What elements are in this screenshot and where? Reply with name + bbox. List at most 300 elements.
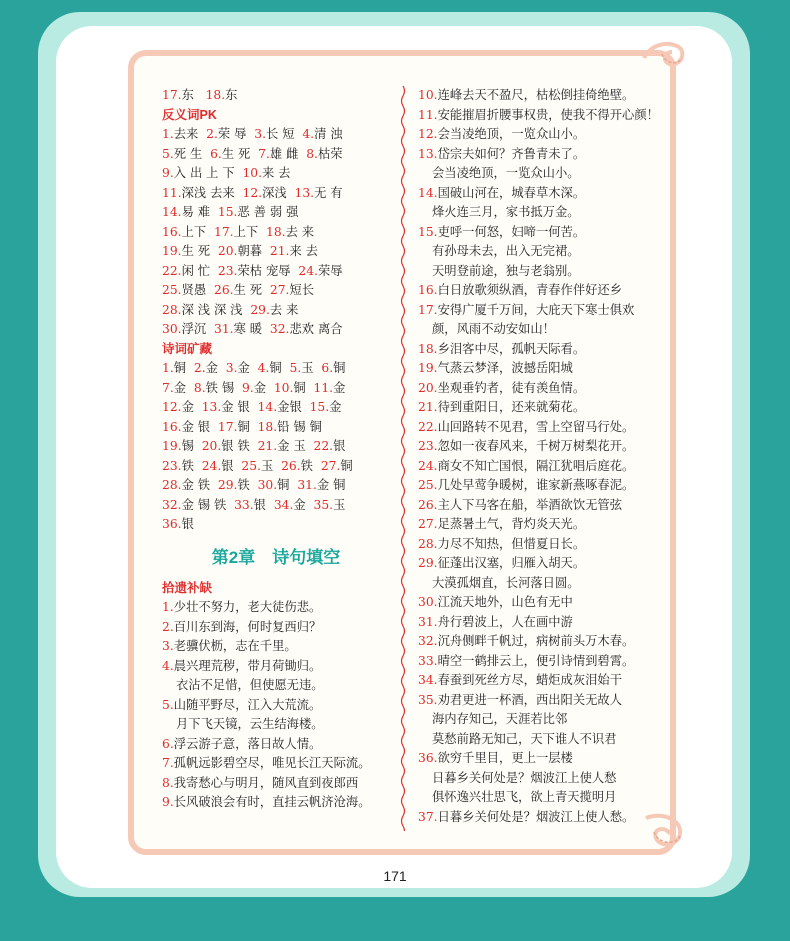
item-answer: 深 浅 深 浅 — [181, 302, 243, 317]
section-title-antonyms: 反义词PK — [162, 107, 217, 122]
verse-text: 连峰去天不盈尺，枯松倒挂倚绝壁。 — [437, 88, 635, 102]
verse-line — [162, 715, 390, 735]
item-answer: 荣枯 宠辱 — [237, 263, 291, 278]
verse-text: 舟行碧波上，人在画中游 — [437, 614, 573, 629]
item-number: 11. — [162, 185, 182, 200]
item-number: 5. — [162, 146, 174, 161]
mineral-row — [162, 476, 390, 496]
item-number: 36. — [418, 751, 438, 765]
item-answer: 金 — [293, 497, 306, 512]
item-number: 34. — [273, 497, 294, 512]
verse-line — [418, 788, 653, 808]
item-number: 21. — [269, 244, 290, 258]
item-answer: 银 — [221, 458, 234, 473]
verse-line — [418, 320, 653, 340]
mineral-row — [162, 379, 390, 399]
left-column — [162, 86, 390, 813]
right-column — [418, 86, 659, 827]
item-number: 8. — [162, 775, 174, 790]
antonym-row — [162, 320, 390, 340]
item-answer: 金 — [205, 361, 218, 375]
answer-line-17-18: 17.东 18.东 — [162, 88, 238, 102]
mineral-row — [162, 496, 390, 516]
verse-text: 衣沾不足惜，但使愿无违。 — [176, 678, 324, 692]
item-number: 20. — [418, 380, 438, 395]
verse-text: 长风破浪会有时，直挂云帆济沧海。 — [173, 795, 371, 809]
item-number: 3. — [254, 127, 266, 141]
item-number: 15. — [418, 224, 438, 239]
verse-line — [162, 598, 390, 618]
item-number: 5. — [162, 697, 174, 712]
item-number: 23. — [217, 263, 238, 278]
item-number: 11. — [313, 380, 334, 395]
item-number: 18. — [266, 224, 286, 239]
item-answer: 金 银 — [221, 400, 250, 414]
antonym-row — [162, 145, 390, 165]
verse-line — [418, 574, 653, 594]
verse-text: 日暮乡关何处是？烟波江上使人愁 — [432, 770, 617, 785]
verse-line — [418, 769, 653, 789]
item-answer: 清 浊 — [314, 127, 343, 141]
item-answer: 银 — [181, 517, 194, 531]
scroll-curl-top-right-icon — [640, 36, 688, 84]
item-number: 24. — [418, 458, 438, 473]
item-number: 14. — [418, 185, 438, 200]
item-answer: 金 玉 — [277, 439, 306, 453]
item-answer: 去来 — [173, 127, 199, 141]
item-number: 31. — [418, 614, 438, 629]
item-answer: 铁 — [237, 478, 250, 492]
item-number: 26. — [214, 283, 234, 297]
item-number: 4. — [257, 361, 270, 375]
item-number: 17. — [214, 224, 234, 239]
item-answer: 闲 忙 — [181, 263, 211, 278]
mineral-row — [162, 515, 390, 535]
verse-line — [162, 793, 390, 813]
item-answer: 朝暮 — [237, 244, 263, 258]
verse-line — [418, 262, 653, 282]
item-answer: 铜 — [333, 361, 346, 375]
antonym-row — [162, 301, 390, 321]
antonym-row — [162, 125, 390, 145]
item-number: 20. — [217, 244, 238, 258]
verse-line — [418, 515, 653, 535]
verse-line — [162, 735, 390, 755]
verse-line — [418, 281, 653, 301]
verse-line — [418, 730, 653, 750]
item-number: 9. — [162, 166, 174, 180]
item-number: 25. — [162, 283, 182, 297]
verse-line — [418, 496, 653, 516]
item-number: 22. — [162, 263, 182, 278]
item-number: 23. — [418, 439, 438, 453]
verse-text: 老骥伏枥，志在千里。 — [173, 639, 297, 653]
item-answer: 来 去 — [262, 166, 291, 180]
verse-text: 足蒸暑土气，背灼炎天光。 — [437, 517, 586, 531]
verse-text: 颜，风雨不动安如山！ — [432, 322, 555, 336]
item-answer: 玉 — [301, 361, 314, 375]
item-number: 31. — [297, 478, 317, 492]
verse-text: 春蚕到死丝方尽，蜡炬成灰泪始干 — [437, 673, 623, 687]
verse-line — [162, 774, 390, 794]
item-number: 22. — [418, 419, 438, 434]
item-number: 28. — [162, 478, 182, 492]
antonym-list — [162, 125, 390, 340]
verse-line — [418, 145, 653, 165]
verse-text: 商女不知亡国恨，隔江犹唱后庭花。 — [437, 458, 635, 473]
item-number: 2. — [206, 127, 218, 141]
item-number: 29. — [418, 556, 438, 570]
item-number: 35. — [418, 692, 438, 707]
verse-text: 山随平野尽，江入大荒流。 — [173, 697, 322, 712]
item-number: 24. — [201, 458, 222, 473]
item-number: 32. — [162, 497, 182, 512]
verse-line — [418, 437, 653, 457]
item-number: 6. — [210, 146, 222, 161]
item-number: 29. — [250, 302, 270, 317]
verse-line — [162, 676, 390, 696]
verse-text: 晴空一鹤排云上，便引诗情到碧霄。 — [437, 653, 635, 668]
item-number: 15. — [217, 205, 238, 219]
item-answer: 长 短 — [265, 127, 295, 141]
verse-line — [418, 710, 653, 730]
item-answer: 玉 — [260, 458, 274, 473]
item-number: 18. — [418, 341, 438, 356]
verse-text: 俱怀逸兴壮思飞，欲上青天揽明月 — [432, 790, 617, 804]
verse-line — [418, 359, 653, 379]
section-title-minerals: 诗词矿藏 — [162, 341, 213, 356]
verse-line — [418, 164, 653, 184]
item-number: 20. — [201, 439, 222, 453]
verse-text: 忽如一夜春风来，千树万树梨花开。 — [437, 439, 635, 453]
antonym-row — [162, 203, 390, 223]
item-number: 10. — [242, 166, 263, 180]
verse-line — [418, 86, 653, 106]
verse-text: 海内存知己，天涯若比邻 — [432, 712, 568, 726]
item-answer: 金 锡 铁 — [181, 497, 227, 512]
item-number: 36. — [162, 517, 182, 531]
item-number: 27. — [320, 458, 341, 473]
verse-text: 会当凌绝顶，一览众山小。 — [437, 127, 586, 141]
verse-line — [418, 184, 653, 204]
verse-line — [162, 637, 390, 657]
verse-line — [418, 476, 653, 496]
item-answer: 银 — [253, 497, 266, 512]
verse-text: 吏呼一何怒，妇啼一何苦。 — [437, 224, 586, 239]
item-answer: 枯荣 — [317, 146, 343, 161]
column-divider-wave — [400, 86, 406, 831]
item-number: 19. — [418, 361, 438, 375]
item-answer: 雄 雌 — [269, 146, 299, 161]
item-number: 6. — [321, 361, 334, 375]
item-number: 7. — [162, 380, 174, 395]
item-number: 17. — [418, 302, 438, 317]
item-number: 16. — [162, 224, 182, 239]
item-number: 35. — [313, 497, 334, 512]
chapter-title: 第2章 诗句填空 — [211, 547, 341, 567]
verse-text: 劝君更进一杯酒，西出阳关无故人 — [437, 692, 623, 707]
verse-text: 莫愁前路无知己，天下谁人不识君 — [432, 731, 617, 746]
verse-line — [418, 242, 653, 262]
item-answer: 上下 — [181, 224, 207, 239]
item-number: 25. — [241, 458, 261, 473]
item-answer: 深浅 去来 — [181, 185, 235, 200]
item-number: 28. — [418, 536, 438, 551]
item-answer: 铜 — [269, 361, 282, 375]
item-number: 27. — [269, 283, 290, 297]
verse-line — [418, 203, 653, 223]
verse-text: 主人下马客在船，举酒欲饮无管弦 — [437, 497, 623, 512]
item-answer: 铁 — [181, 458, 194, 473]
item-number: 9. — [162, 795, 174, 809]
verse-text: 力尽不知热，但惜夏日长。 — [437, 536, 586, 551]
item-number: 30. — [418, 595, 438, 609]
item-number: 10. — [418, 88, 438, 102]
verse-line — [418, 301, 653, 321]
verse-text: 白日放歌须纵酒，青春作伴好还乡 — [437, 283, 623, 297]
item-answer: 生 死 — [233, 283, 263, 297]
item-number: 21. — [257, 439, 278, 453]
item-number: 3. — [225, 361, 238, 375]
mineral-row — [162, 418, 390, 438]
item-number: 4. — [162, 658, 174, 673]
verse-text: 气蒸云梦泽，波撼岳阳城 — [437, 361, 573, 375]
item-number: 19. — [162, 244, 182, 258]
verse-line — [162, 618, 390, 638]
item-answer: 铜 — [340, 458, 353, 473]
verse-text: 欲穷千里目，更上一层楼 — [437, 751, 573, 765]
item-answer: 铅 锡 铜 — [277, 419, 322, 434]
item-number: 33. — [234, 497, 254, 512]
item-answer: 来 去 — [289, 244, 318, 258]
item-number: 15. — [309, 400, 330, 414]
page-number: 171 — [383, 868, 407, 884]
item-number: 6. — [162, 736, 174, 751]
item-answer: 去 来 — [269, 302, 299, 317]
verse-line — [418, 613, 653, 633]
verse-line — [418, 379, 653, 399]
item-number: 30. — [162, 322, 182, 336]
item-answer: 死 生 — [173, 146, 203, 161]
verse-text: 有孙母未去，出入无完裙。 — [432, 244, 580, 258]
item-answer: 铜 — [237, 419, 250, 434]
verse-line — [418, 671, 653, 691]
mineral-row — [162, 437, 390, 457]
item-number: 26. — [281, 458, 301, 473]
item-answer: 恶 善 弱 强 — [237, 205, 299, 219]
item-number: 5. — [289, 361, 302, 375]
verse-line — [162, 696, 390, 716]
verse-line — [418, 340, 653, 360]
item-number: 13. — [294, 185, 315, 200]
section-title-fill: 拾遗补缺 — [162, 580, 213, 595]
item-number: 3. — [162, 639, 174, 653]
verse-line — [418, 691, 653, 711]
item-number: 34. — [418, 673, 438, 687]
verse-text: 天明登前途，独与老翁别。 — [432, 263, 580, 278]
antonym-row — [162, 262, 390, 282]
item-answer: 入 出 上 下 — [173, 166, 235, 180]
item-number: 19. — [162, 439, 182, 453]
verse-text: 孤帆远影碧空尽，唯见长江天际流。 — [173, 756, 371, 770]
item-number: 14. — [162, 205, 182, 219]
verse-text: 浮云游子意，落日故人情。 — [173, 736, 322, 751]
item-answer: 金 银 — [181, 419, 211, 434]
item-answer: 锡 — [181, 439, 194, 453]
item-answer: 上下 — [233, 224, 259, 239]
verse-line — [162, 657, 390, 677]
verse-line — [418, 106, 659, 126]
antonym-row — [162, 164, 390, 184]
item-answer: 金 铜 — [316, 478, 346, 492]
mineral-row — [162, 398, 390, 418]
item-number: 13. — [201, 400, 222, 414]
item-answer: 悲欢 离合 — [289, 322, 343, 336]
antonym-row — [162, 281, 390, 301]
item-answer: 贤愚 — [181, 283, 207, 297]
item-answer: 生 死 — [221, 146, 251, 161]
item-number: 18. — [257, 419, 278, 434]
verse-text: 少壮不努力，老大徒伤悲。 — [173, 600, 322, 614]
item-number: 22. — [313, 439, 334, 453]
item-number: 23. — [162, 458, 182, 473]
item-answer: 短长 — [289, 283, 315, 297]
item-answer: 铁 锡 — [205, 380, 235, 395]
verse-line — [418, 418, 653, 438]
item-number: 1. — [162, 600, 174, 614]
item-number: 31. — [214, 322, 234, 336]
item-number: 30. — [257, 478, 278, 492]
item-answer: 金银 — [277, 400, 302, 414]
verse-line — [418, 632, 653, 652]
item-answer: 荣 辱 — [217, 127, 247, 141]
item-answer: 浮沉 — [181, 322, 207, 336]
verse-text: 国破山河在，城春草木深。 — [437, 185, 586, 200]
item-number: 32. — [269, 322, 290, 336]
item-number: 8. — [193, 380, 206, 395]
antonym-row — [162, 223, 390, 243]
item-answer: 荣辱 — [317, 263, 343, 278]
item-answer: 金 铁 — [181, 478, 211, 492]
item-number: 4. — [302, 127, 315, 141]
item-number: 8. — [306, 146, 318, 161]
item-number: 1. — [162, 127, 174, 141]
item-number: 32. — [418, 634, 438, 648]
verse-line — [418, 223, 653, 243]
item-answer: 金 — [237, 361, 250, 375]
verse-line — [418, 652, 653, 672]
item-answer: 铜 — [293, 380, 306, 395]
fill-list — [162, 598, 390, 813]
item-number: 21. — [418, 400, 438, 414]
antonym-row — [162, 184, 390, 204]
item-number: 24. — [298, 263, 318, 278]
antonym-row — [162, 242, 390, 262]
verse-text: 几处早莺争暖树，谁家新燕啄春泥。 — [437, 478, 635, 492]
item-number: 11. — [418, 107, 438, 122]
verse-text: 百川东到海，何时复西归？ — [173, 619, 322, 634]
verse-text: 安得广厦千万间，大庇天下寒士俱欢 — [437, 302, 635, 317]
item-number: 33. — [418, 653, 438, 668]
item-number: 29. — [217, 478, 238, 492]
item-number: 28. — [162, 302, 182, 317]
item-answer: 无 有 — [314, 185, 343, 200]
item-answer: 银 — [333, 439, 346, 453]
verse-line — [418, 398, 653, 418]
verse-text: 日暮乡关何处是？烟波江上使人愁。 — [437, 809, 635, 824]
verse-line — [418, 125, 653, 145]
verse-text: 江流天地外，山色有无中 — [437, 595, 573, 609]
verse-line — [418, 457, 653, 477]
verse-text: 烽火连三月，家书抵万金。 — [432, 205, 580, 219]
verse-text: 月下飞天镜，云生结海楼。 — [176, 717, 324, 731]
item-number: 10. — [273, 380, 294, 395]
right-answer-list — [418, 86, 659, 827]
item-answer: 金 — [181, 400, 194, 414]
verse-line — [162, 754, 390, 774]
item-number: 2. — [162, 619, 174, 634]
verse-text: 乡泪客中尽，孤帆天际看。 — [437, 341, 586, 356]
verse-text: 坐观垂钓者，徒有羡鱼情。 — [437, 380, 586, 395]
item-number: 7. — [162, 756, 174, 770]
item-number: 16. — [418, 283, 438, 297]
verse-text: 待到重阳日，还来就菊花。 — [437, 400, 586, 414]
item-number: 14. — [257, 400, 278, 414]
mineral-list — [162, 359, 390, 535]
item-answer: 金 — [329, 400, 342, 414]
mineral-row — [162, 457, 390, 477]
verse-text: 岱宗夫如何？齐鲁青未了。 — [437, 146, 586, 161]
verse-text: 我寄愁心与明月，随风直到夜郎西 — [173, 775, 359, 790]
verse-line — [418, 554, 653, 574]
item-answer: 金 — [333, 380, 346, 395]
item-number: 12. — [242, 185, 263, 200]
item-answer: 玉 — [333, 497, 346, 512]
item-number: 27. — [418, 517, 438, 531]
item-number: 1. — [162, 361, 174, 375]
item-answer: 铜 — [173, 361, 187, 375]
verse-text: 征蓬出汉塞，归雁入胡天。 — [437, 556, 586, 570]
item-number: 9. — [241, 380, 254, 395]
verse-line — [418, 593, 653, 613]
item-number: 17. — [217, 419, 238, 434]
item-answer: 金 — [173, 380, 187, 395]
item-answer: 金 — [253, 380, 266, 395]
item-number: 7. — [258, 146, 270, 161]
verse-line — [418, 749, 653, 769]
verse-text: 晨兴理荒秽，带月荷锄归。 — [173, 658, 322, 673]
verse-line — [418, 535, 653, 555]
item-number: 25. — [418, 478, 438, 492]
item-number: 2. — [193, 361, 206, 375]
verse-text: 山回路转不见君，雪上空留马行处。 — [437, 419, 635, 434]
verse-line — [418, 808, 653, 828]
item-answer: 寒 暖 — [233, 322, 263, 336]
item-answer: 生 死 — [181, 244, 211, 258]
verse-text: 会当凌绝顶，一览众山小。 — [432, 166, 580, 180]
item-number: 37. — [418, 809, 438, 824]
item-answer: 易 难 — [181, 205, 211, 219]
item-answer: 铜 — [277, 478, 290, 492]
item-number: 13. — [418, 146, 438, 161]
verse-text: 安能摧眉折腰事权贵，使我不得开心颜！ — [437, 107, 659, 122]
item-answer: 去 来 — [285, 224, 315, 239]
item-answer: 铁 — [300, 458, 313, 473]
item-number: 26. — [418, 497, 438, 512]
mineral-row — [162, 359, 390, 379]
verse-text: 沉舟侧畔千帆过，病树前头万木春。 — [437, 634, 635, 648]
item-answer: 深浅 — [262, 185, 287, 200]
